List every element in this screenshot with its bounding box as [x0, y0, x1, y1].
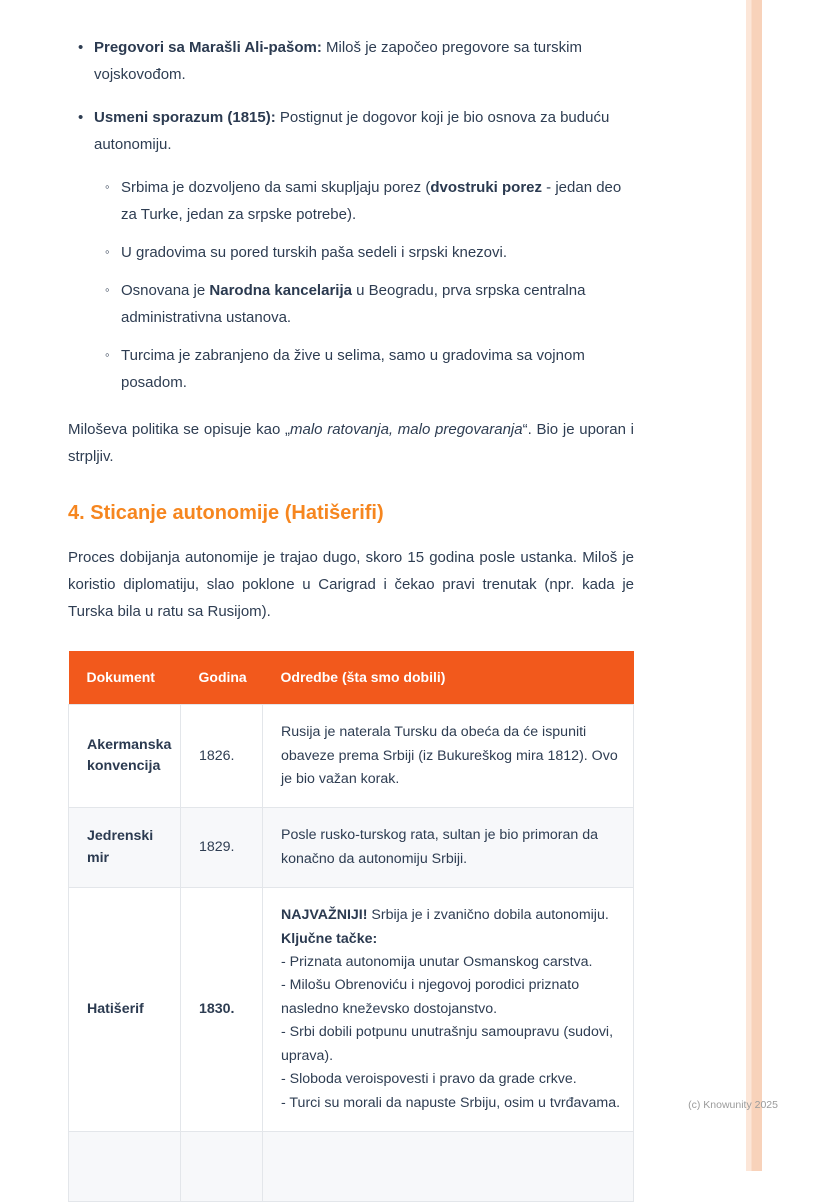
- quote-pre: Miloševa politika se opisuje kao „: [68, 421, 290, 438]
- list-item-text: [94, 34, 634, 88]
- documents-table: [68, 651, 634, 1202]
- sub-item-post: u Beogradu, prva srpska centralna administrativna ustanova.: [121, 282, 586, 326]
- sub-list-item: [68, 239, 634, 266]
- cell-year: 1830.: [181, 888, 263, 1132]
- column-header-godina: Godina: [181, 651, 263, 705]
- cell-provisions: Rusija je naterala Tursku da obeća da će ispuniti obaveze prema Srbiji (iz Bukureškog mira 1812). Ovo je bio važan korak.: [263, 705, 634, 808]
- cell-document: Hatišerif: [69, 888, 181, 1132]
- sub-list-item-text: [121, 174, 634, 228]
- cell-provisions: Posle rusko-turskog rata, sultan je bio primoran da konačno da autonomiju Srbiji.: [263, 808, 634, 888]
- summary-paragraph: [68, 416, 634, 470]
- list-item-text: [94, 104, 634, 158]
- bullet-icon: •: [78, 39, 84, 56]
- sub-item-pre: Turcima je zabranjeno da žive u selima, samo u gradovima sa vojnom posadom.: [121, 347, 585, 391]
- provisions-line: - Priznata autonomija unutar Osmanskog carstva.: [281, 954, 593, 971]
- table-header-row: [69, 651, 634, 705]
- sub-list-item: [68, 174, 634, 228]
- list-item: [68, 104, 634, 158]
- column-header-odredbe: Odredbe (šta smo dobili): [263, 651, 634, 705]
- cell-provisions: [263, 1132, 634, 1202]
- cell-document: [69, 1132, 181, 1202]
- list-item: [68, 34, 634, 88]
- list-item-bold: Pregovori sa Marašli Ali-pašom:: [94, 39, 322, 56]
- sub-bullet-list: [68, 174, 634, 396]
- sub-list-item-text: [121, 277, 634, 331]
- sub-item-post: - jedan deo za Turke, jedan za srpske potrebe).: [121, 179, 622, 223]
- sub-list-item-text: [121, 239, 634, 266]
- sub-item-bold: Narodna kancelarija: [209, 282, 352, 299]
- provisions-line: - Milošu Obrenoviću i njegovoj porodici priznato nasledno kneževsko dostojanstvo.: [281, 977, 580, 1017]
- bullet-icon: •: [78, 109, 84, 126]
- provisions-bold-intro: NAJVAŽNIJI!: [281, 907, 368, 924]
- table-row: [69, 705, 634, 808]
- table-row: [69, 808, 634, 888]
- sub-list-item-text: [121, 342, 634, 396]
- column-header-dokument: Dokument: [69, 651, 181, 705]
- sub-list-item: [68, 277, 634, 331]
- sub-list-item: [68, 342, 634, 396]
- circle-bullet-icon: ◦: [105, 179, 110, 194]
- cell-document: Jedrenski mir: [69, 808, 181, 888]
- provisions-intro: Srbija je i zvanično dobila autonomiju.: [367, 907, 609, 924]
- footer-copyright: (c) Knowunity 2025: [688, 1099, 778, 1111]
- circle-bullet-icon: ◦: [105, 347, 110, 362]
- document-content: [68, 34, 634, 1202]
- cell-provisions: [263, 888, 634, 1132]
- circle-bullet-icon: ◦: [105, 244, 110, 259]
- list-item-bold: Usmeni sporazum (1815):: [94, 109, 276, 126]
- table-row: [69, 1132, 634, 1202]
- section-heading: 4. Sticanje autonomije (Hatišerifi): [68, 502, 384, 524]
- cell-year: [181, 1132, 263, 1202]
- table-row: [69, 888, 634, 1132]
- sub-item-pre: U gradovima su pored turskih paša sedeli i srpski knezovi.: [121, 244, 508, 261]
- bullet-list: [68, 34, 634, 396]
- provisions-subtitle: Ključne tačke:: [281, 930, 378, 947]
- cell-document: Akermanska konvencija: [69, 705, 181, 808]
- quote-post: “. Bio je uporan i strpljiv.: [68, 421, 634, 465]
- quote-italic: malo ratovanja, malo pregovaranja: [290, 421, 523, 438]
- section-intro-paragraph: Proces dobijanja autonomije je trajao dugo, skoro 15 godina posle ustanka. Miloš je koristio diplomatiju, slao poklone u Carigrad i čekao pravi trenutak (npr. kada je Turska bila u ratu sa Rusijom).: [68, 549, 634, 620]
- cell-year: 1829.: [181, 808, 263, 888]
- list-item-rest: Miloš je započeo pregovore sa turskim vojskovođom.: [94, 39, 582, 83]
- sub-item-pre: Osnovana je: [121, 282, 210, 299]
- provisions-line: - Sloboda veroispovesti i pravo da grade crkve.: [281, 1071, 577, 1088]
- list-item-rest: Postignut je dogovor koji je bio osnova za buduću autonomiju.: [94, 109, 610, 153]
- provisions-line: - Srbi dobili potpunu unutrašnju samoupravu (sudovi, uprava).: [281, 1024, 614, 1064]
- page-edge-stripe: [746, 0, 762, 1171]
- sub-item-pre: Srbima je dozvoljeno da sami skupljaju porez (: [121, 179, 431, 196]
- circle-bullet-icon: ◦: [105, 282, 110, 297]
- cell-year: 1826.: [181, 705, 263, 808]
- sub-item-bold: dvostruki porez: [430, 179, 543, 196]
- provisions-line: - Turci su morali da napuste Srbiju, osim u tvrđavama.: [281, 1094, 621, 1111]
